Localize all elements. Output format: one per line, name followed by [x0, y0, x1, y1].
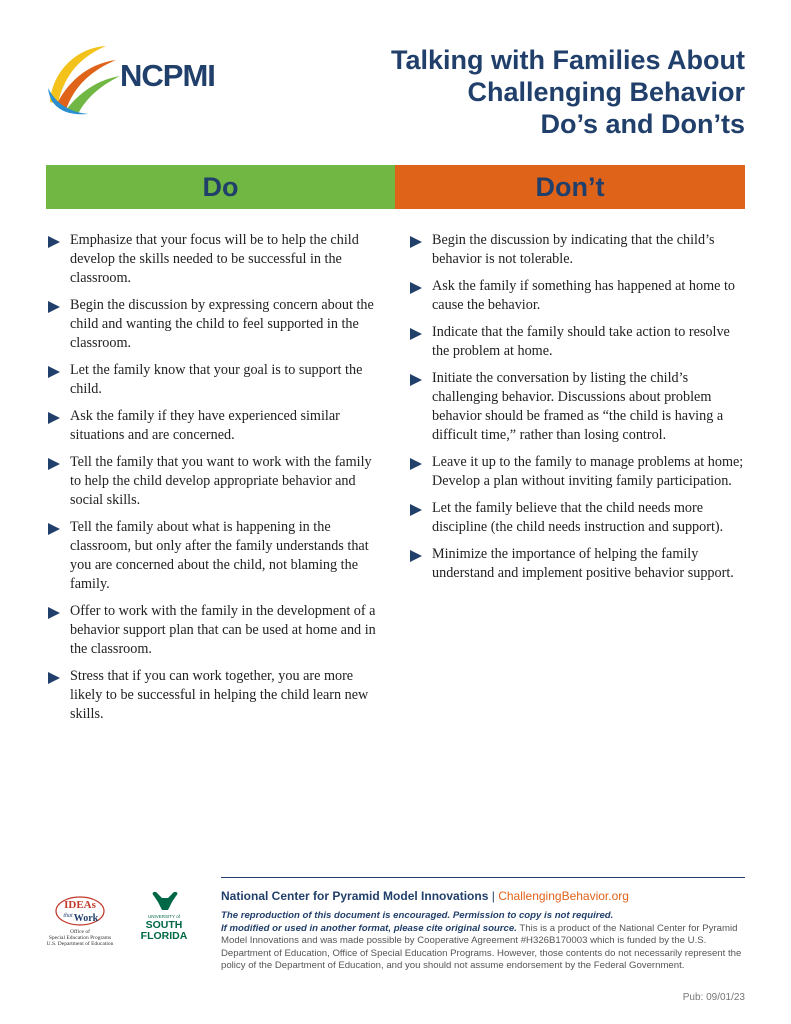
dont-item-text: Ask the family if something has happened at home to cause the behavior.	[432, 278, 735, 313]
triangle-bullet-icon	[48, 301, 60, 313]
do-item	[48, 453, 383, 510]
triangle-bullet-icon	[48, 366, 60, 378]
dont-item-text: Initiate the conversation by listing the child’s challenging behavior. Discussions about problem behavior should be framed as “the child is having a difficult time,” rather than losing control.	[432, 370, 724, 443]
do-item	[48, 296, 383, 353]
do-item	[48, 602, 383, 659]
footer-bold-line-1: The reproduction of this document is encouraged. Permission to copy is not required.	[221, 910, 614, 921]
footer-url-link[interactable]: ChallengingBehavior.org	[498, 889, 629, 903]
dont-item-text: Minimize the importance of helping the family understand and implement positive behavior support.	[432, 546, 734, 581]
triangle-bullet-icon	[410, 550, 422, 562]
do-item-text: Begin the discussion by expressing concern about the child and wanting the child to feel supported in the classroom.	[70, 297, 374, 351]
dont-item	[410, 369, 747, 445]
footer-org-line	[221, 889, 629, 903]
triangle-bullet-icon	[410, 236, 422, 248]
footer-separator: |	[491, 889, 495, 903]
dont-item	[410, 453, 747, 491]
triangle-bullet-icon	[410, 458, 422, 470]
triangle-bullet-icon	[48, 412, 60, 424]
title-line-3: Do’s and Don’ts	[540, 109, 745, 139]
dont-header: Don’t	[395, 165, 745, 209]
usf-logo-word-1: SOUTH	[145, 919, 183, 931]
ideas-logo-line-3: U.S. Department of Education	[46, 941, 114, 947]
triangle-bullet-icon	[410, 504, 422, 516]
triangle-bullet-icon	[48, 523, 60, 535]
footer-body-text: This is a product of the National Center for Pyramid Model Innovations and was made possible by Cooperative Agreement #H326B170003 which is funded by the U.S. Department of Education, Office of Special Education Programs. However, those contents do not necessarily represent the policy of the Department of Education, and you should not assume endorsement by the Federal Government.	[221, 922, 742, 972]
triangle-bullet-icon	[410, 374, 422, 386]
pub-date: Pub: 09/01/23	[682, 992, 745, 1003]
dont-list	[410, 231, 747, 591]
do-item-text: Ask the family if they have experienced similar situations and are concerned.	[70, 408, 340, 443]
triangle-bullet-icon	[48, 607, 60, 619]
footer-bold-line-2: If modified or used in another format, please cite original source.	[221, 922, 517, 934]
do-item-text: Tell the family that you want to work with the family to help the child develop appropriate behavior and social skills.	[70, 454, 372, 508]
dont-item	[410, 277, 747, 315]
usf-logo-top: UNIVERSITY of	[148, 914, 180, 919]
do-item	[48, 667, 383, 724]
dont-item-text: Indicate that the family should take action to resolve the problem at home.	[432, 324, 730, 359]
do-item-text: Tell the family about what is happening in the classroom, but only after the family understands that you are concerned about the child, not blaming the family.	[70, 519, 369, 592]
ideas-logo-line-1: Office of	[70, 929, 90, 935]
do-item	[48, 361, 383, 399]
dont-item-text: Begin the discussion by indicating that the child’s behavior is not tolerable.	[432, 232, 715, 267]
do-item-text: Stress that if you can work together, you are more likely to be successful in helping the child learn new skills.	[70, 668, 369, 722]
ideas-word-3: Work	[73, 913, 99, 924]
ideas-word-1: IDEAs	[64, 899, 96, 911]
footer-disclaimer	[221, 910, 745, 973]
dont-item-text: Let the family believe that the child needs more discipline (the child needs instruction and support).	[432, 500, 724, 535]
triangle-bullet-icon	[410, 328, 422, 340]
ideas-logo-line-2: Special Education Programs	[48, 935, 112, 941]
dont-item	[410, 231, 747, 269]
ncpmi-logo-text: NCPMI	[120, 58, 215, 93]
dont-item	[410, 323, 747, 361]
page-title	[305, 44, 745, 140]
do-item	[48, 231, 383, 288]
ncpmi-logo	[44, 44, 234, 116]
title-line-1: Talking with Families About	[390, 45, 745, 75]
title-line-2: Challenging Behavior	[467, 77, 745, 107]
dont-item	[410, 545, 747, 583]
do-item-text: Let the family know that your goal is to support the child.	[70, 362, 363, 397]
do-item-text: Emphasize that your focus will be to help the child develop the skills needed to be successful in the classroom.	[70, 232, 359, 286]
dont-item	[410, 499, 747, 537]
triangle-bullet-icon	[48, 458, 60, 470]
do-item	[48, 407, 383, 445]
triangle-bullet-icon	[48, 672, 60, 684]
do-item-text: Offer to work with the family in the development of a behavior support plan that can be used at home and in the classroom.	[70, 603, 376, 657]
ncpmi-swoosh-icon	[44, 44, 120, 116]
do-header: Do	[46, 165, 395, 209]
usf-logo-word-2: FLORIDA	[140, 930, 188, 942]
dont-item-text: Leave it up to the family to manage problems at home; Develop a plan without inviting family participation.	[432, 454, 744, 489]
triangle-bullet-icon	[410, 282, 422, 294]
footer-divider	[221, 877, 745, 878]
footer-org-name: National Center for Pyramid Model Innovations	[221, 889, 489, 903]
ideas-word-2: that	[63, 913, 73, 919]
triangle-bullet-icon	[48, 236, 60, 248]
do-list	[48, 231, 383, 732]
do-item	[48, 518, 383, 594]
